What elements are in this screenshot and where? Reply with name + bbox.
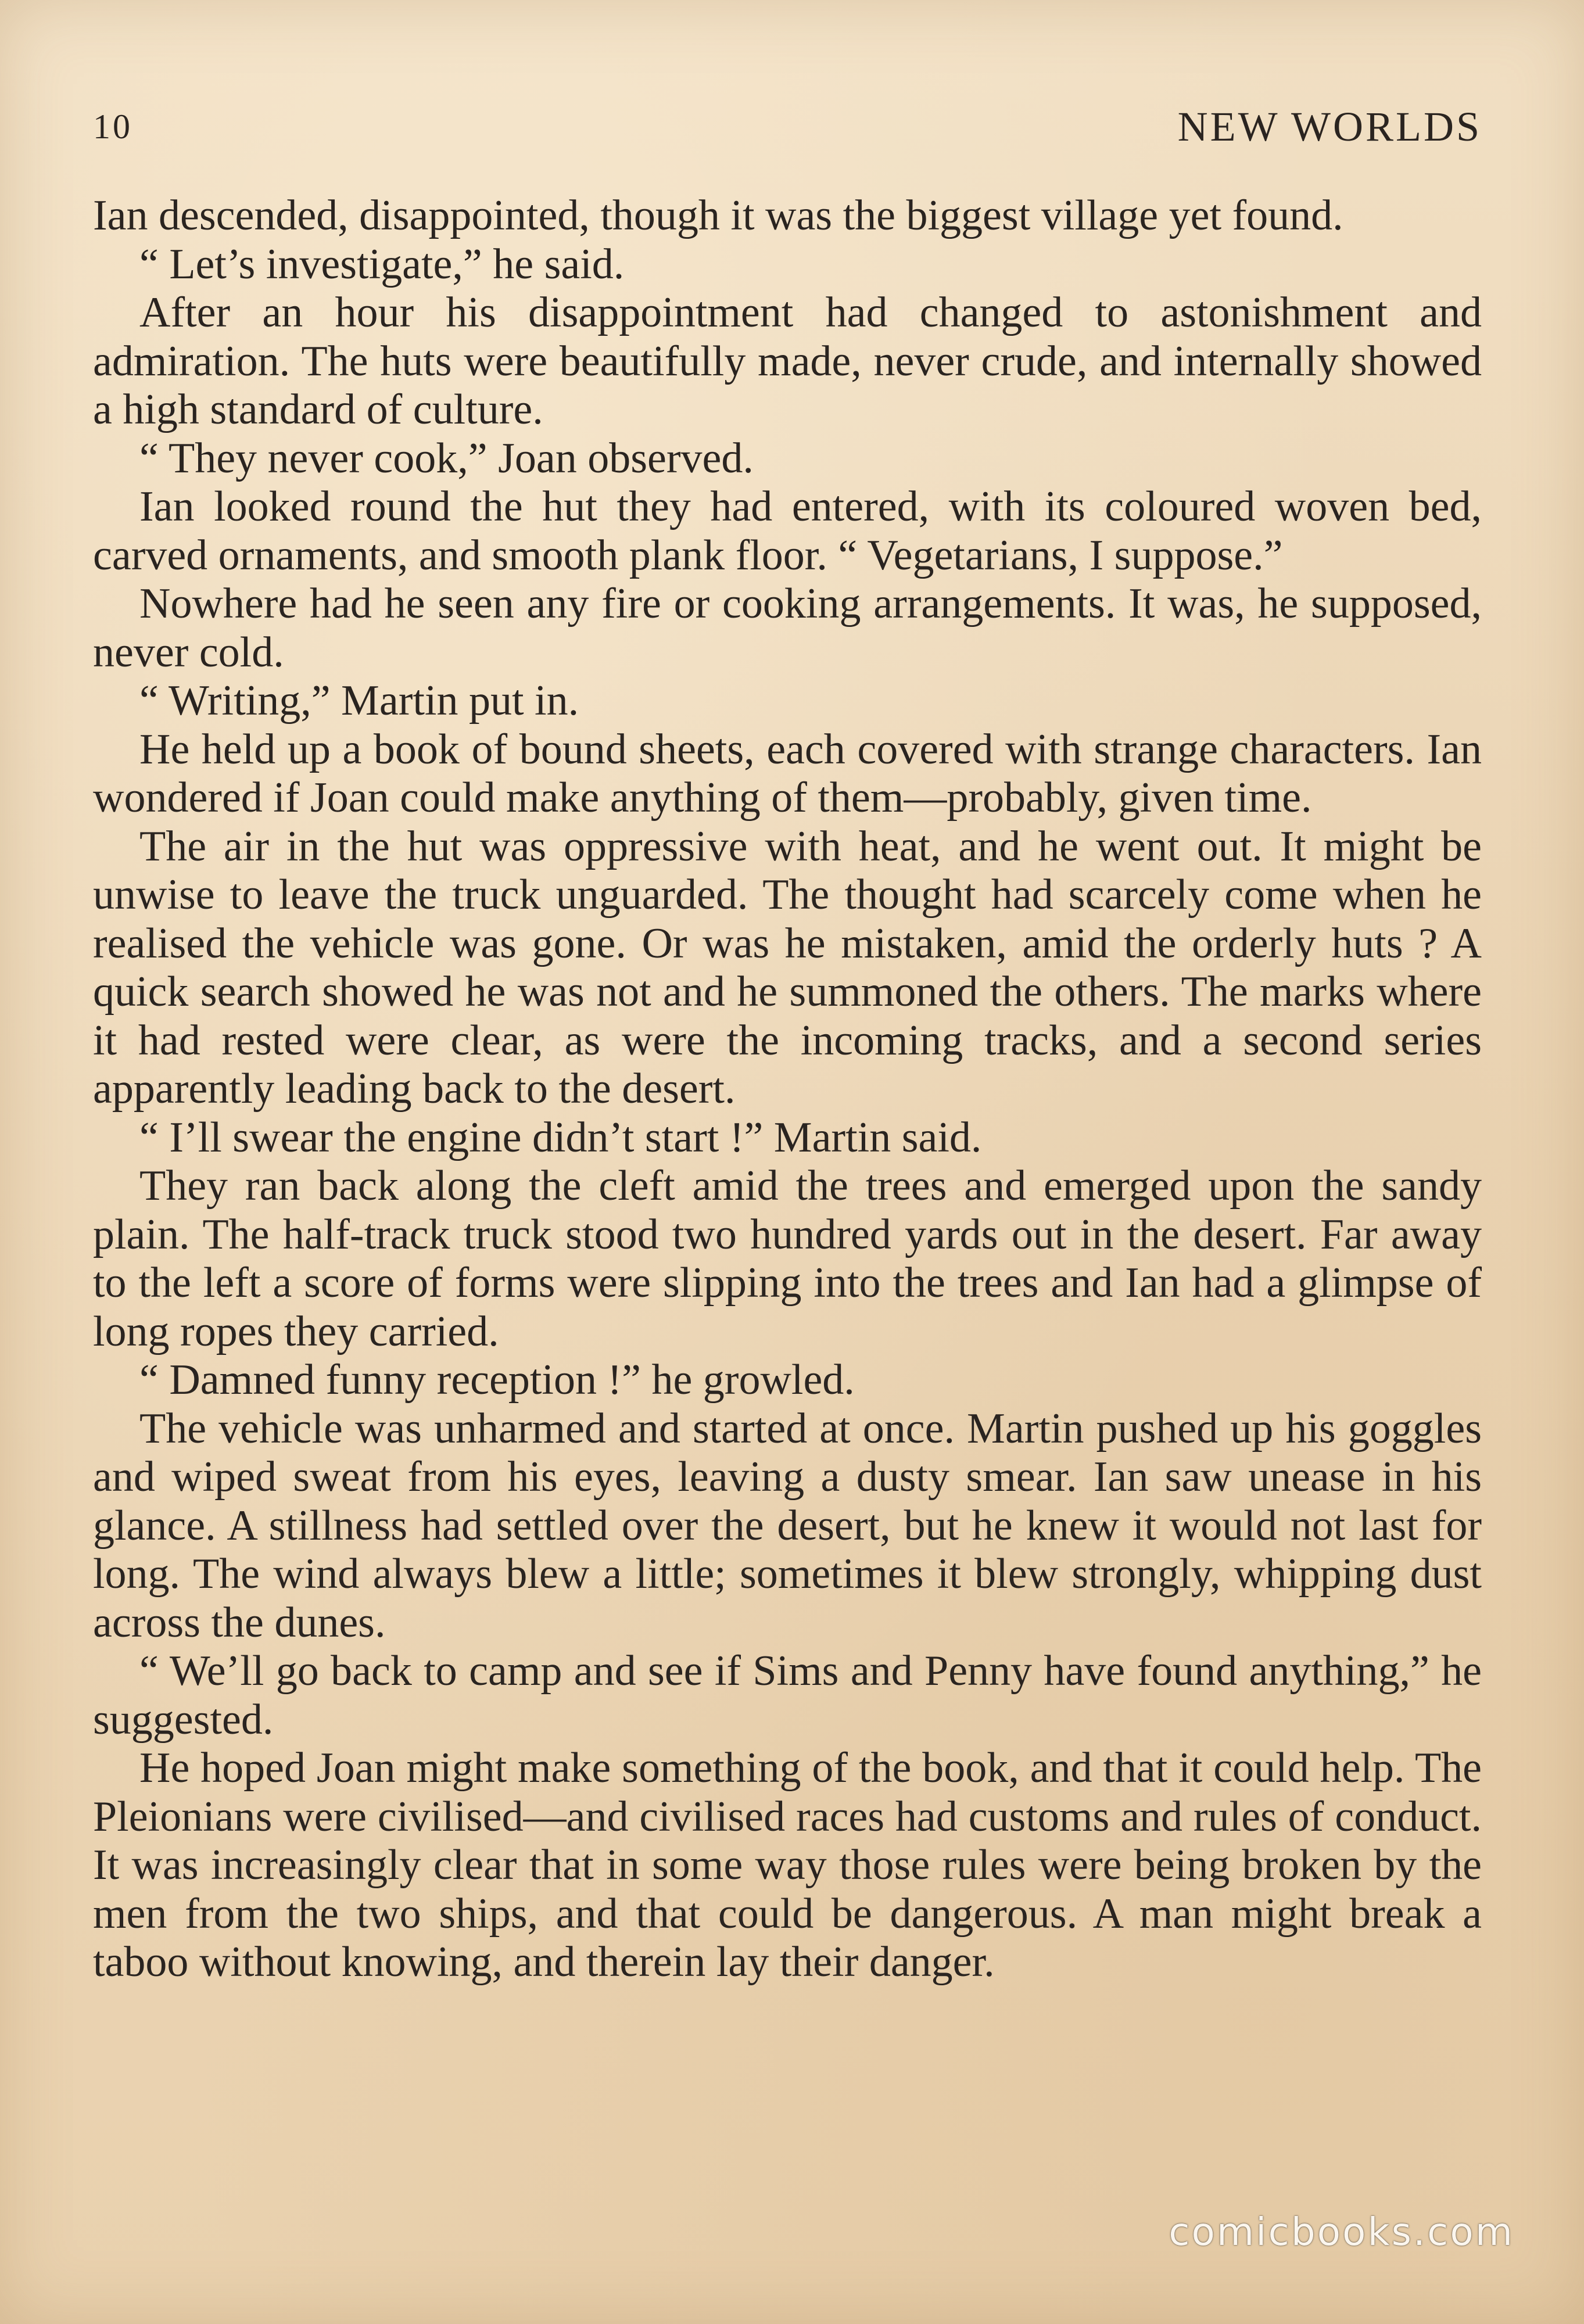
paragraph: “ Damned funny reception !” he growled. (139, 1356, 855, 1404)
paragraph: He held up a book of bound sheets, each covered with strange characters. Ian wondered if Joan could make anything of them—probably, given time. (93, 725, 1482, 822)
book-title: NEW WORLDS (1177, 103, 1482, 150)
page-number: 10 (93, 107, 132, 146)
paragraph: “ Let’s investigate,” he said. (139, 240, 625, 288)
paragraph: He hoped Joan might make something of the book, and that it could help. The Pleionians were civilised—and civilised races had customs and rules of conduct. It was increasingly clear that in some way those rules were being broken by the men from the two ships, and that could be dangerous. A man might break a taboo without knowing, and therein lay their danger. (93, 1744, 1482, 1986)
paragraph: Ian descended, disappointed, though it was the biggest village yet found. (93, 192, 1343, 239)
paragraph: The vehicle was unharmed and started at once. Martin pushed up his goggles and wiped sweat from his eyes, leaving a dusty smear. Ian saw unease in his glance. A stillness had settled over the desert, but he knew it would not last for long. The wind always blew a little; sometimes it blew strongly, whipping dust across the dunes. (93, 1404, 1482, 1647)
paragraph: “ Writing,” Martin put in. (139, 677, 579, 725)
paragraph: “ We’ll go back to camp and see if Sims and Penny have found anything,” he suggested. (93, 1647, 1482, 1744)
watermark: comicbooks.com (1169, 2210, 1514, 2254)
paragraph: Ian looked round the hut they had entered, with its coloured woven bed, carved ornaments, and smooth plank floor. “ Vegetarians, I suppose.” (93, 483, 1482, 579)
paragraph: Nowhere had he seen any fire or cooking arrangements. It was, he supposed, never cold. (93, 580, 1482, 676)
running-head (93, 98, 1482, 156)
paragraph: “ I’ll swear the engine didn’t start !” Martin said. (139, 1113, 982, 1161)
paragraph: “ They never cook,” Joan observed. (139, 434, 754, 482)
paragraph: After an hour his disappointment had changed to astonishment and admiration. The huts were beautifully made, never crude, and internally showed a high standard of culture. (93, 289, 1482, 433)
body-text (93, 192, 1482, 1987)
paragraph: They ran back along the cleft amid the trees and emerged upon the sandy plain. The half-track truck stood two hundred yards out in the desert. Far away to the left a score of forms were slipping into the trees and Ian had a glimpse of long ropes they carried. (93, 1162, 1482, 1355)
paragraph: The air in the hut was oppressive with heat, and he went out. It might be unwise to leave the truck unguarded. The thought had scarcely come when he realised the vehicle was gone. Or was he mistaken, amid the orderly huts ? A quick search showed he was not and he summoned the others. The marks where it had rested were clear, as were the incoming tracks, and a second series apparently leading back to the desert. (93, 822, 1482, 1113)
